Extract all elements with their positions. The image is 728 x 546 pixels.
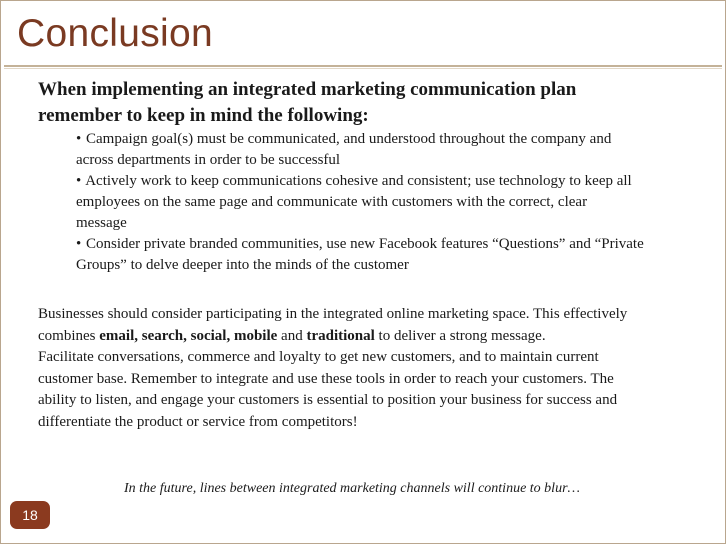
paragraph-text: combines [38,327,100,344]
paragraph-line: differentiate the product or service from competitors! [38,413,358,430]
channels-emphasis: email, search, social, mobile [99,327,278,344]
summary-paragraph [38,304,703,433]
page-number-badge: 18 [10,501,50,529]
bullet-text: Consider private branded communities, use new Facebook features “Questions” and “Private [86,236,644,252]
paragraph-line: ability to listen, and engage your customers is essential to position your business for success and [38,392,618,408]
paragraph-text: to deliver a strong message. [374,327,546,344]
paragraph-line: Facilitate conversations, commerce and loyalty to get new customers, and to maintain current [38,349,599,365]
paragraph-text: and [277,327,307,344]
paragraph-line: Businesses should consider participating in the integrated online marketing space. This effectively [38,306,628,322]
bullet-text: across departments in order to be successful [76,152,341,168]
bullet-icon: • [76,236,82,252]
bullet-text: message [76,215,127,231]
bullet-item [76,129,696,171]
title-divider-shadow [4,68,722,69]
heading-line: When implementing an integrated marketing communication plan [38,79,577,100]
closing-note: In the future, lines between integrated marketing channels will continue to blur… [124,481,580,496]
paragraph-line: customer base. Remember to integrate and use these tools in order to reach your customers. The [38,370,614,387]
bullet-list [76,129,696,276]
title-divider [4,65,722,67]
bullet-icon: • [76,131,82,147]
traditional-emphasis: traditional [306,327,375,344]
heading-line: remember to keep in mind the following: [38,105,369,126]
bullet-icon: • [76,173,82,189]
slide-heading [38,77,698,129]
bullet-item [76,234,696,276]
bullet-item [76,171,696,234]
bullet-text: employees on the same page and communicate with customers with the correct, clear [76,194,588,210]
bullet-text: Campaign goal(s) must be communicated, and understood throughout the company and [86,131,612,147]
bullet-text: Groups” to delve deeper into the minds of the customer [76,257,409,273]
slide-title: Conclusion [17,12,213,55]
paragraph-line [38,326,703,348]
bullet-text: Actively work to keep communications cohesive and consistent; use technology to keep all [85,173,632,189]
